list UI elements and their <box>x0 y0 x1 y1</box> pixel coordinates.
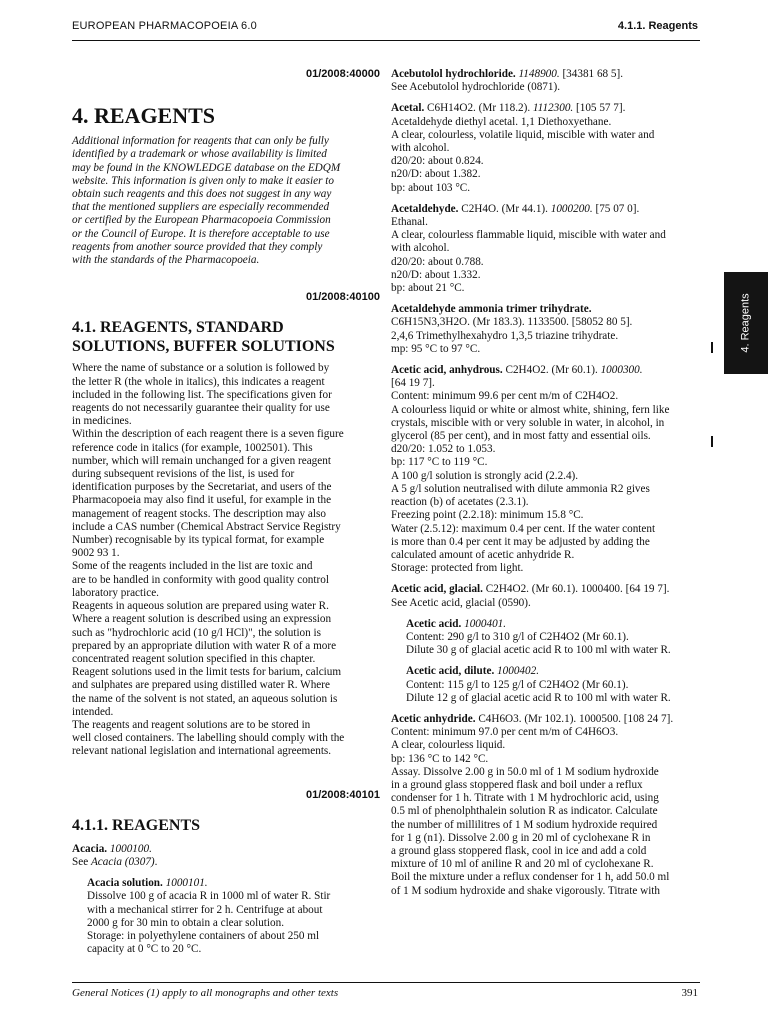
text-line: Some of the reagents included in the list are toxic and <box>72 560 313 573</box>
cas-number: [105 57 7]. <box>576 102 626 115</box>
header-rule <box>72 40 700 41</box>
text-line: condenser for 1 h. Titrate with 1 M hydrochloric acid, using <box>391 792 659 805</box>
text-line: with a mechanical stirrer for 2 h. Centrifuge at about <box>87 903 323 916</box>
reagent-code: 1000100. <box>109 842 152 855</box>
text-line: 9002 93 1. <box>72 547 120 560</box>
formula: C2H4O. <box>461 202 499 215</box>
text-line: mixture of 10 ml of aniline R and 20 ml of cyclohexane R. <box>391 858 654 871</box>
text-line: [64 19 7]. <box>391 377 435 390</box>
reagent-details: C2H4O2. (Mr 60.1). 1000400. [64 19 7]. <box>485 583 670 596</box>
monograph-code: 01/2008:40000 <box>305 68 380 80</box>
text-line: for 1 g (n1). Dissolve 2.00 g in 20 ml of cyclohexane R in <box>391 831 651 844</box>
text-line: d20/20: about 0.824. <box>391 155 484 168</box>
text-line: such as "hydrochloric acid (10 g/l HCl)", the solution is <box>72 626 322 639</box>
chapter-title: 4. REAGENTS <box>72 103 216 129</box>
text-line: may be found in the KNOWLEDGE database on the EDQM <box>72 161 341 174</box>
text-line: glycerol (85 per cent), and in most fatty and essential oils. <box>391 430 651 443</box>
reagent-name: Acacia. <box>72 842 108 855</box>
text-line: d20/20: about 0.788. <box>391 255 484 268</box>
text-line: website. This information is given only to make it easier to <box>72 174 334 187</box>
text-line: prepared by an appropriate dilution with water R of a more <box>72 639 337 652</box>
reagent-name: Acebutolol hydrochloride. <box>391 68 516 80</box>
text-line: 4.1. REAGENTS, STANDARD <box>72 319 284 337</box>
text-line: in medicines. <box>72 415 132 428</box>
text-line: reagents do not necessarily guarantee their quality for use <box>72 402 330 415</box>
monograph-code: 01/2008:40100 <box>305 291 380 304</box>
text-line: Within the description of each reagent there is a seven figure <box>72 428 344 441</box>
left-column <box>72 68 380 964</box>
formula: C2H4O2. <box>505 364 549 377</box>
reagent-entry-acetic-anhydride <box>391 713 701 898</box>
text-line: of 1 M sodium hydroxide and shake vigorously. Titrate with <box>391 884 661 897</box>
reagent-code: 1000200. <box>550 202 593 215</box>
reagent-code: 1000402. <box>497 665 539 678</box>
text-line: The reagents and reagent solutions are to be stored in <box>72 718 311 731</box>
section-thumb-tab <box>724 272 768 374</box>
reagent-name: Acetaldehyde ammonia trimer trihydrate. <box>391 303 592 316</box>
see-reference: Acacia (0307) <box>90 855 155 868</box>
text-line: and sulphates are prepared using distilled water R. Where <box>72 679 330 692</box>
text-line: obtain such reagents and this does not suggest in any way <box>72 188 332 201</box>
text-line: number, which will remain unchanged for a given reagent <box>72 454 331 467</box>
text-line: the letter R (the whole in italics), this indicates a reagent <box>72 375 325 388</box>
reagent-entry-acetic-acid-anhydrous <box>391 364 701 575</box>
text-line: bp: about 103 °C. <box>391 181 471 194</box>
footer-note: General Notices (1) apply to all monographs and other texts <box>72 987 339 999</box>
text-line: Water (2.5.12): maximum 0.4 per cent. If the water content <box>391 522 656 535</box>
reagent-code: 1000101. <box>165 877 208 890</box>
paragraph <box>72 719 380 759</box>
text-line: that the mentioned suppliers are especially recommended <box>72 201 330 214</box>
text-line: Content: 115 g/l to 125 g/l of C2H4O2 (Mr 60.1). <box>406 678 629 691</box>
text-line: a ground glass stoppered flask, cool in ice and add a cold <box>391 844 647 857</box>
section-title <box>72 318 380 356</box>
text-line: identification purposes by the Secretariat, and users of the <box>72 481 332 494</box>
see-reference: See Acetic acid, glacial (0590). <box>391 596 531 609</box>
text-line: Acetaldehyde diethyl acetal. 1,1 Diethoxyethane. <box>391 115 612 128</box>
text-line: bp: 136 °C to 142 °C. <box>391 752 489 765</box>
text-line: with the standards of the Pharmacopoeia. <box>72 254 260 267</box>
intro-paragraph <box>72 135 380 267</box>
text-line: SOLUTIONS, BUFFER SOLUTIONS <box>72 338 335 356</box>
page-number: 391 <box>681 987 698 999</box>
text-line: is more than 0.4 per cent it may be adjusted by adding the <box>391 535 650 548</box>
see-prefix: See <box>72 855 91 868</box>
text-line: A colourless liquid or white or almost white, shining, fern like <box>391 403 670 416</box>
formula: C6H14O2. <box>427 102 476 115</box>
paragraph <box>72 600 380 719</box>
molar-mass: (Mr 44.1). <box>501 202 548 215</box>
text-line: 0.5 ml of phenolphthalein solution R as indicator. Calculate <box>391 805 658 818</box>
text-line: reagents from another source provided that they comply <box>72 240 323 253</box>
molar-mass: (Mr 60.1). <box>551 364 598 377</box>
reagent-code: 1112300. <box>532 102 574 115</box>
reagent-code: 1148900. <box>518 68 560 80</box>
text-line: Storage: in polyethylene containers of about 250 ml <box>87 929 320 942</box>
text-line: Dilute 12 g of glacial acetic acid R to 100 ml with water R. <box>406 691 671 704</box>
text-line: Content: minimum 97.0 per cent m/m of C4H6O3. <box>391 726 619 739</box>
text-line: n20/D: about 1.332. <box>391 268 481 281</box>
cas-number: [75 07 0]. <box>595 202 640 215</box>
text-line: Pharmacopoeia may also find it useful, for example in the <box>72 494 332 507</box>
running-header-title: EUROPEAN PHARMACOPOEIA 6.0 <box>72 20 257 32</box>
text-line: in a ground glass stoppered flask and boil under a reflux <box>391 778 643 791</box>
text-line: included in the following list. The specifications given for <box>72 388 332 401</box>
reagent-entry-acetaldehyde-ammonia <box>391 303 701 356</box>
text-line: A clear, colourless, volatile liquid, miscible with water and <box>391 128 655 141</box>
text-line: or certified by the European Pharmacopoeia Commission <box>72 214 331 227</box>
text-line: Reagent solutions used in the limit tests for barium, calcium <box>72 666 342 679</box>
reagent-name: Acacia solution. <box>87 877 163 890</box>
text-line: the number of millilitres of 1 M sodium hydroxide required <box>391 818 658 831</box>
text-line: C6H15N3,3H2O. (Mr 183.3). 1133500. [58052 80 5]. <box>391 316 633 329</box>
see-reference: See Acebutolol hydrochloride (0871). <box>391 81 561 94</box>
text-line: A 100 g/l solution is strongly acid (2.2.4). <box>391 469 579 482</box>
reagent-name: Acetaldehyde. <box>391 202 459 215</box>
reagent-entry-acetic-acid-dilute <box>406 665 701 705</box>
text-line: capacity at 0 °C to 20 °C. <box>87 943 202 956</box>
text-line: Boil the mixture under a reflux condenser for 1 h, add 50.0 ml <box>391 871 670 884</box>
text-line: the name of the solvent is not stated, an aqueous solution is <box>72 692 338 705</box>
reagent-entry-acetic-acid-glacial <box>391 583 701 609</box>
text-line: Storage: protected from light. <box>391 562 524 575</box>
text-line: Freezing point (2.2.18): minimum 15.8 °C. <box>391 509 584 522</box>
text-line: Where the name of substance or a solution is followed by <box>72 362 330 375</box>
text-line: are to be handled in conformity with good quality control <box>72 573 329 586</box>
text-line: reaction (b) of acetates (2.3.1). <box>391 496 529 509</box>
reagent-entry-acetic-acid <box>406 618 701 658</box>
reagent-name: Acetal. <box>391 102 425 115</box>
molar-mass: (Mr 118.2). <box>478 102 531 115</box>
text-line: Ethanal. <box>391 216 428 229</box>
paragraph <box>72 362 380 428</box>
change-bar <box>711 342 713 353</box>
reagent-code: 1000401. <box>464 617 507 630</box>
thumb-tab-label: 4. Reagents <box>739 293 752 353</box>
text-line: 2000 g for 30 min to obtain a clear solution. <box>87 916 284 929</box>
text-line: A clear, colourless liquid. <box>391 739 506 752</box>
text-line: crystals, miscible with or very soluble in water, in alcohol, in <box>391 416 665 429</box>
reagent-entry-acetal <box>391 102 701 194</box>
text-line: intended. <box>72 705 114 718</box>
reagent-name: Acetic acid, anhydrous. <box>391 364 503 377</box>
text-line: Reagents in aqueous solution are prepared using water R. <box>72 600 329 613</box>
text-line: with alcohol. <box>391 142 450 155</box>
text-line: A 5 g/l solution neutralised with dilute ammonia R2 gives <box>391 482 650 495</box>
reagent-name: Acetic acid. <box>406 617 462 630</box>
text-line: A clear, colourless flammable liquid, miscible with water and <box>391 229 666 242</box>
text-line: Dilute 30 g of glacial acetic acid R to 100 ml with water R. <box>406 644 671 657</box>
reagent-name: Acetic anhydride. <box>391 712 476 725</box>
reagent-entry-acebutolol <box>391 68 701 94</box>
text-line: concentrated reagent solution specified in this chapter. <box>72 652 316 665</box>
text-line: during subsequent revisions of the list, is used for <box>72 468 295 481</box>
text-line: Number) recognisable by its typical format, for example <box>72 534 325 547</box>
text-line: Where a reagent solution is described using an expression <box>72 613 332 626</box>
text-line: bp: 117 °C to 119 °C. <box>391 456 488 469</box>
reagent-entry-acacia <box>72 843 380 869</box>
text-line: Assay. Dissolve 2.00 g in 50.0 ml of 1 M sodium hydroxide <box>391 765 659 778</box>
paragraph <box>72 560 380 600</box>
text-line: Content: minimum 99.6 per cent m/m of C2H4O2. <box>391 390 619 403</box>
reagent-details: C4H6O3. (Mr 102.1). 1000500. [108 24 7]. <box>478 712 674 725</box>
reagent-entry-acacia-solution <box>87 877 380 956</box>
text-line: bp: about 21 °C. <box>391 282 465 295</box>
text-line: well closed containers. The labelling should comply with the <box>72 732 345 745</box>
reagent-name: Acetic acid, glacial. <box>391 583 483 596</box>
right-column <box>391 68 701 906</box>
text-line: or the Council of Europe. It is therefore acceptable to use <box>72 227 330 240</box>
text-line: management of reagent stocks. The description may also <box>72 507 326 520</box>
text-line: relevant national legislation and international agreements. <box>72 745 332 758</box>
text-line: n20/D: about 1.382. <box>391 168 481 181</box>
reagent-name: Acetic acid, dilute. <box>406 665 495 678</box>
text-line: 2,4,6 Trimethylhexahydro 1,3,5 triazine trihydrate. <box>391 329 619 342</box>
running-header-section: 4.1.1. Reagents <box>617 20 698 32</box>
subsection-title: 4.1.1. REAGENTS <box>72 816 201 834</box>
reagent-code: 1000300. <box>600 364 643 377</box>
paragraph <box>72 428 380 560</box>
text-line: with alcohol. <box>391 242 450 255</box>
cas-number: [34381 68 5]. <box>562 68 624 80</box>
footer-rule <box>72 982 700 983</box>
text-line: d20/20: 1.052 to 1.053. <box>391 443 496 456</box>
monograph-code: 01/2008:40101 <box>305 788 380 801</box>
text-line: include a CAS number (Chemical Abstract Service Registry <box>72 520 341 533</box>
text-line: mp: 95 °C to 97 °C. <box>391 342 481 355</box>
text-line: Dissolve 100 g of acacia R in 1000 ml of water R. Stir <box>87 890 331 903</box>
reagent-entry-acetaldehyde <box>391 203 701 295</box>
text-line: laboratory practice. <box>72 586 159 599</box>
change-bar <box>711 436 713 447</box>
text-line: reference code in italics (for example, 1002501). This <box>72 441 313 454</box>
text-line: Content: 290 g/l to 310 g/l of C2H4O2 (Mr 60.1). <box>406 630 629 643</box>
see-suffix: . <box>154 855 158 868</box>
text-line: Additional information for reagents that can only be fully <box>72 135 329 148</box>
text-line: calculated amount of acetic anhydride R. <box>391 548 575 561</box>
text-line: identified by a trademark or whose availability is limited <box>72 148 327 161</box>
